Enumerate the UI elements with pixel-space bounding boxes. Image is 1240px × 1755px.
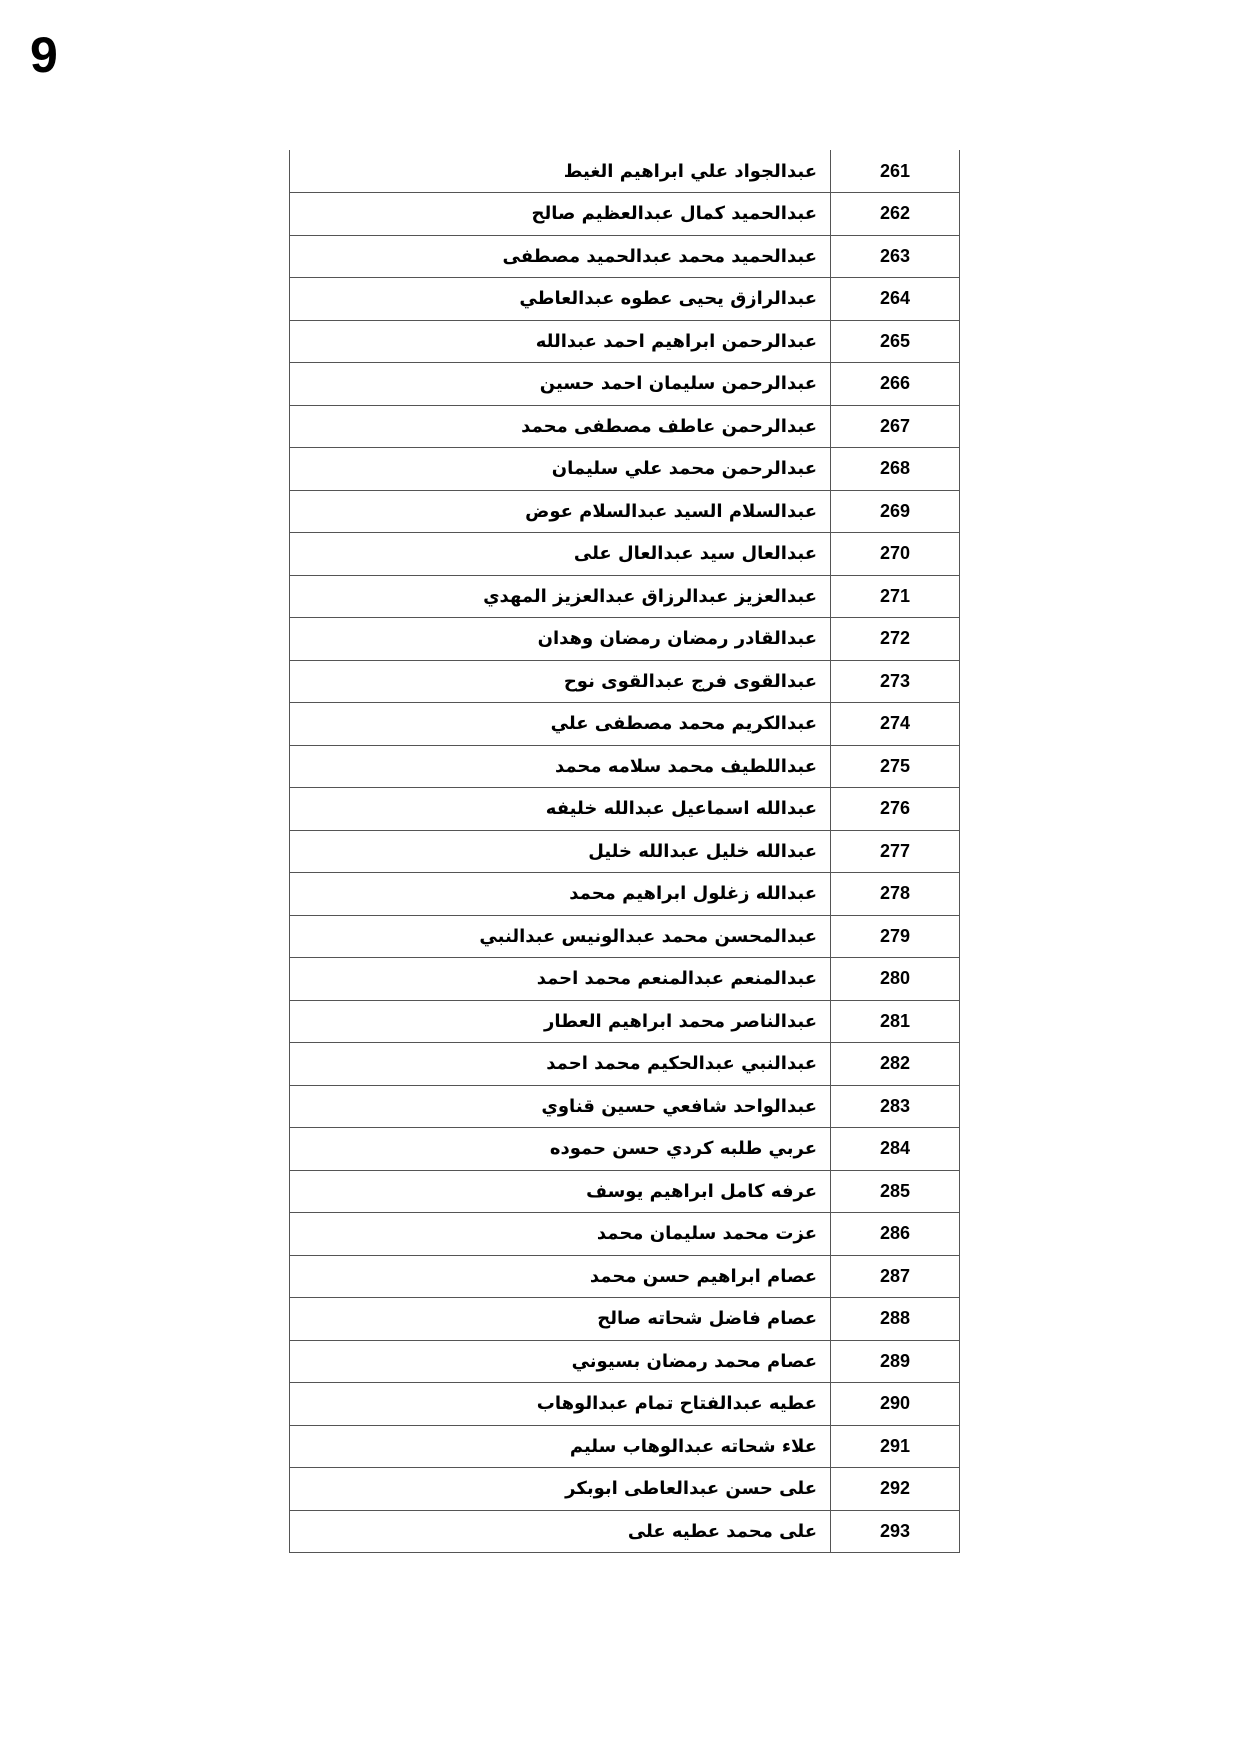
name-cell: عبدالقادر رمضان رمضان وهدان [290, 618, 831, 661]
table-row [290, 1128, 960, 1171]
table-row [290, 1213, 960, 1256]
table-row [290, 193, 960, 236]
name-cell: عبدالرحمن محمد علي سليمان [290, 448, 831, 491]
table-row [290, 363, 960, 406]
number-cell: 290 [831, 1383, 960, 1426]
number-cell: 265 [831, 320, 960, 363]
table-row [290, 1298, 960, 1341]
table-row [290, 320, 960, 363]
name-cell: عزت محمد سليمان محمد [290, 1213, 831, 1256]
names-table-container [289, 150, 959, 1553]
table-row [290, 150, 960, 193]
table-row [290, 1255, 960, 1298]
number-cell: 279 [831, 915, 960, 958]
number-cell: 273 [831, 660, 960, 703]
names-table-body [290, 150, 960, 1553]
name-cell: عبدالنبي عبدالحكيم محمد احمد [290, 1043, 831, 1086]
table-row [290, 788, 960, 831]
table-row [290, 1383, 960, 1426]
number-cell: 276 [831, 788, 960, 831]
table-row [290, 405, 960, 448]
name-cell: على حسن عبدالعاطى ابوبكر [290, 1468, 831, 1511]
name-cell: عصام فاضل شحاته صالح [290, 1298, 831, 1341]
number-cell: 293 [831, 1510, 960, 1553]
number-cell: 281 [831, 1000, 960, 1043]
number-cell: 277 [831, 830, 960, 873]
number-cell: 289 [831, 1340, 960, 1383]
table-row [290, 235, 960, 278]
name-cell: عبدالمنعم عبدالمنعم محمد احمد [290, 958, 831, 1001]
table-row [290, 830, 960, 873]
table-row [290, 873, 960, 916]
number-cell: 282 [831, 1043, 960, 1086]
name-cell: عبدالواحد شافعي حسين قناوي [290, 1085, 831, 1128]
name-cell: عبدالعزيز عبدالرزاق عبدالعزيز المهدي [290, 575, 831, 618]
table-row [290, 703, 960, 746]
table-row [290, 1170, 960, 1213]
number-cell: 270 [831, 533, 960, 576]
name-cell: عبداللطيف محمد سلامه محمد [290, 745, 831, 788]
number-cell: 272 [831, 618, 960, 661]
name-cell: عبدالرحمن عاطف مصطفى محمد [290, 405, 831, 448]
name-cell: عبدالكريم محمد مصطفى علي [290, 703, 831, 746]
number-cell: 284 [831, 1128, 960, 1171]
number-cell: 264 [831, 278, 960, 321]
table-row [290, 1510, 960, 1553]
table-row [290, 1043, 960, 1086]
table-row [290, 660, 960, 703]
name-cell: عبدالمحسن محمد عبدالونيس عبدالنبي [290, 915, 831, 958]
table-row [290, 1000, 960, 1043]
table-row [290, 915, 960, 958]
name-cell: عصام ابراهيم حسن محمد [290, 1255, 831, 1298]
number-cell: 275 [831, 745, 960, 788]
name-cell: علاء شحاته عبدالوهاب سليم [290, 1425, 831, 1468]
table-row [290, 278, 960, 321]
number-cell: 287 [831, 1255, 960, 1298]
name-cell: عبدالرحمن سليمان احمد حسين [290, 363, 831, 406]
number-cell: 283 [831, 1085, 960, 1128]
name-cell: عبدالسلام السيد عبدالسلام عوض [290, 490, 831, 533]
table-row [290, 575, 960, 618]
table-row [290, 1340, 960, 1383]
table-row [290, 745, 960, 788]
number-cell: 268 [831, 448, 960, 491]
name-cell: عصام محمد رمضان بسيوني [290, 1340, 831, 1383]
name-cell: عبدالقوى فرج عبدالقوى نوح [290, 660, 831, 703]
number-cell: 292 [831, 1468, 960, 1511]
name-cell: عبدالحميد كمال عبدالعظيم صالح [290, 193, 831, 236]
number-cell: 286 [831, 1213, 960, 1256]
name-cell: عبدالحميد محمد عبدالحميد مصطفى [290, 235, 831, 278]
name-cell: عبدالله خليل عبدالله خليل [290, 830, 831, 873]
number-cell: 280 [831, 958, 960, 1001]
table-row [290, 1085, 960, 1128]
number-cell: 288 [831, 1298, 960, 1341]
table-row [290, 533, 960, 576]
page-number: 9 [30, 27, 58, 83]
table-row [290, 490, 960, 533]
number-cell: 269 [831, 490, 960, 533]
table-row [290, 1468, 960, 1511]
table-row [290, 1425, 960, 1468]
number-cell: 271 [831, 575, 960, 618]
number-cell: 291 [831, 1425, 960, 1468]
number-cell: 274 [831, 703, 960, 746]
name-cell: عبدالرحمن ابراهيم احمد عبدالله [290, 320, 831, 363]
table-row [290, 618, 960, 661]
number-cell: 261 [831, 150, 960, 193]
number-cell: 262 [831, 193, 960, 236]
name-cell: على محمد عطيه على [290, 1510, 831, 1553]
number-cell: 278 [831, 873, 960, 916]
table-row [290, 958, 960, 1001]
table-row [290, 448, 960, 491]
name-cell: عبدالجواد علي ابراهيم الغيط [290, 150, 831, 193]
name-cell: عبدالله اسماعيل عبدالله خليفه [290, 788, 831, 831]
name-cell: عبدالرازق يحيى عطوه عبدالعاطي [290, 278, 831, 321]
number-cell: 285 [831, 1170, 960, 1213]
name-cell: عبدالله زغلول ابراهيم محمد [290, 873, 831, 916]
name-cell: عرفه كامل ابراهيم يوسف [290, 1170, 831, 1213]
name-cell: عبدالعال سيد عبدالعال على [290, 533, 831, 576]
name-cell: عربي طلبه كردي حسن حموده [290, 1128, 831, 1171]
name-cell: عبدالناصر محمد ابراهيم العطار [290, 1000, 831, 1043]
name-cell: عطيه عبدالفتاح تمام عبدالوهاب [290, 1383, 831, 1426]
number-cell: 266 [831, 363, 960, 406]
number-cell: 263 [831, 235, 960, 278]
names-table [289, 150, 960, 1553]
number-cell: 267 [831, 405, 960, 448]
